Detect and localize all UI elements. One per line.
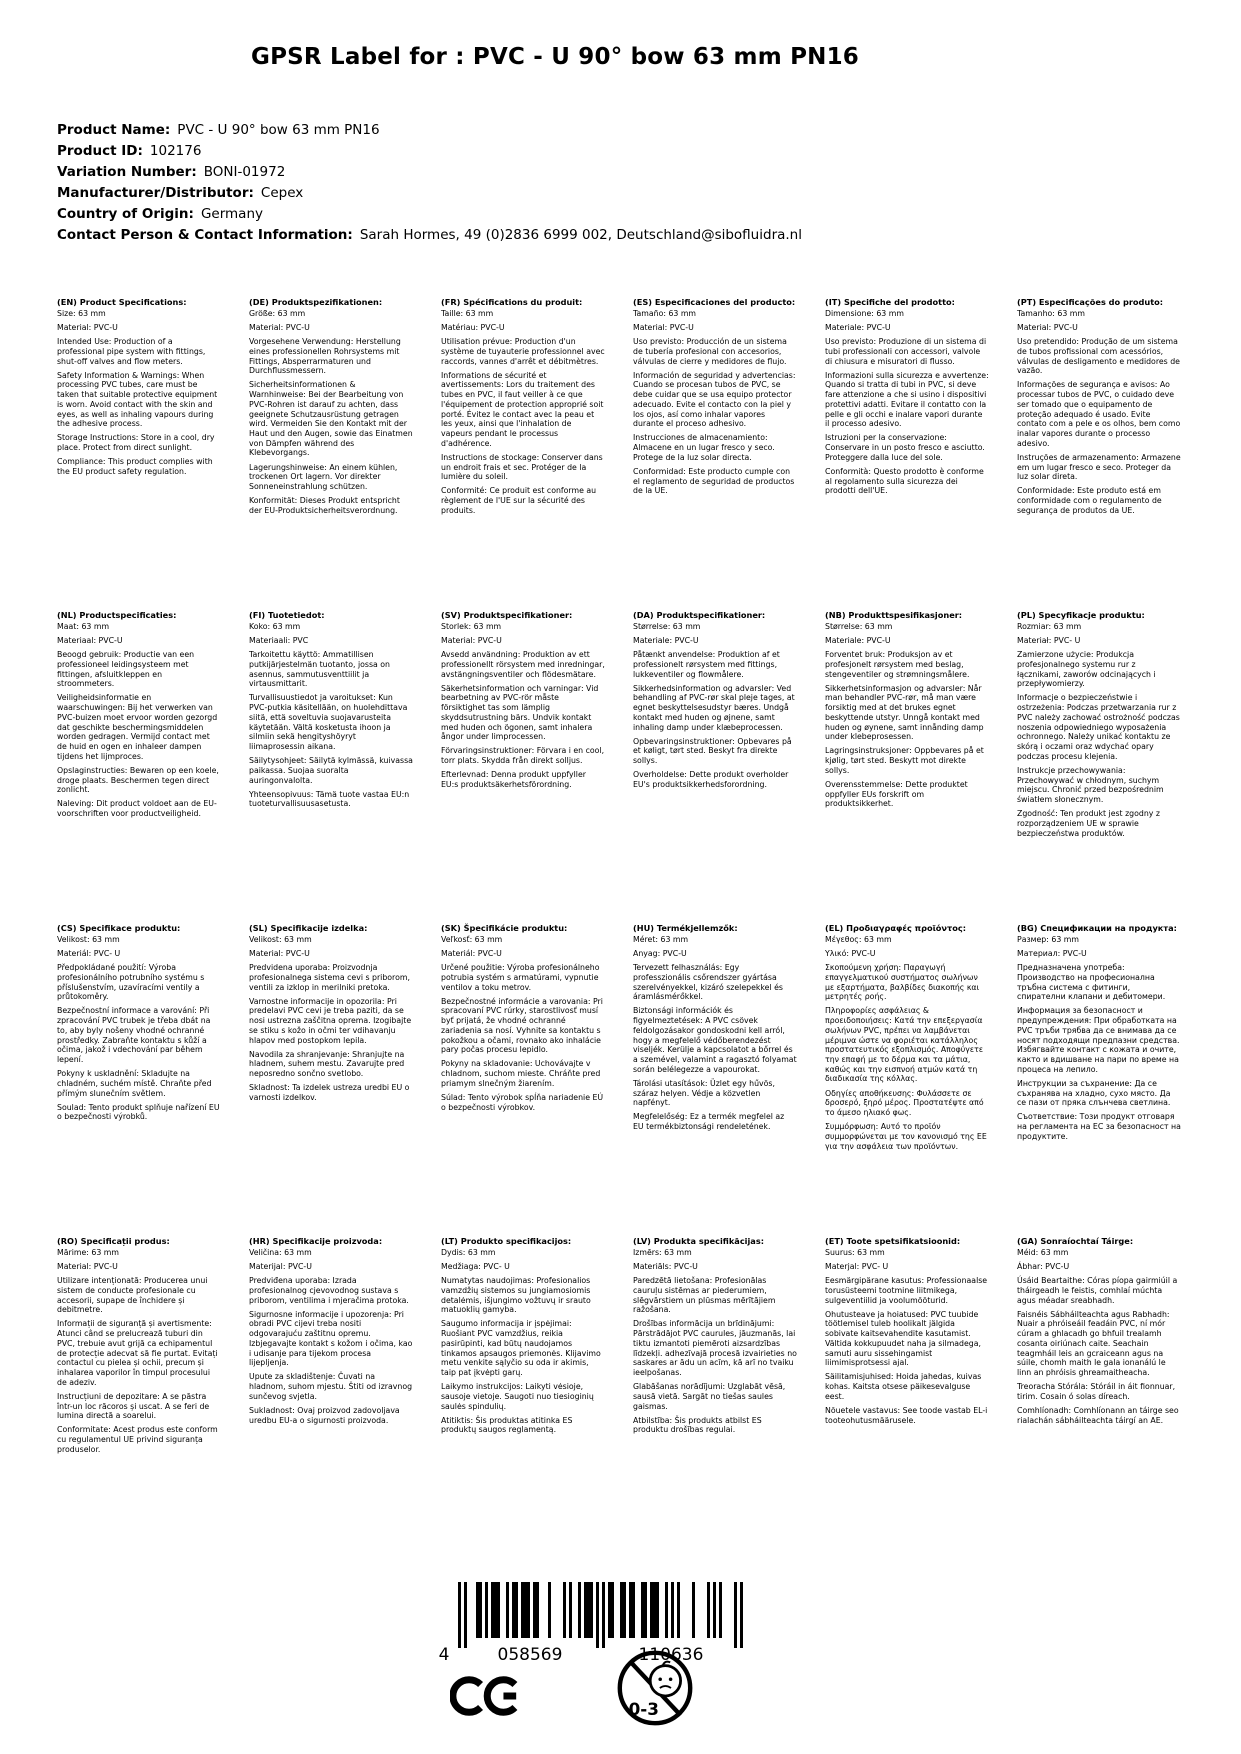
barcode-bar xyxy=(506,1582,509,1638)
block-section: Tervezett felhasználás: Egy professzionális csőrendszer gyártása szerelvényekkel, kizáró szelepekkel és áramlásmérőkkel. xyxy=(633,963,783,1002)
block-section: Informations de sécurité et avertissements: Lors du traitement des tubes en PVC, il faut veiller à ce que l'équipement de protection approprié soit porté. Évitez le contact avec la peau et les yeux, ainsi que l'inhalation de vapeurs pendant le processus d'adhérence. xyxy=(441,370,604,448)
block-section: Safety Information & Warnings: When processing PVC tubes, care must be taken that suitable protective equipment is worn. Avoid contact with the skin and eyes, as well as inhaling vapours during the adhesive process. xyxy=(57,370,218,429)
block-section: Skladnost: Ta izdelek ustreza uredbi EU o varnosti izdelkov. xyxy=(249,1083,410,1103)
block-section: Tamanho: 63 mm xyxy=(1017,308,1085,318)
block-section: Materiaali: PVC xyxy=(249,635,309,645)
block-section: Instrucciones de almacenamiento: Almacene en un lugar fresco y seco. Protege de la luz solar directa. xyxy=(633,433,775,462)
block-section: Material: PVC-U xyxy=(57,322,118,332)
barcode-bar xyxy=(476,1582,479,1638)
block-section: Materiale: PVC-U xyxy=(825,635,891,645)
block-section: Forventet bruk: Produksjon av et profesjonelt rørsystem med beslag, stengeventiler og strømningsmålere. xyxy=(825,650,970,679)
lang-block-EN xyxy=(57,298,233,611)
block-heading: (CS) Specifikace produktu: xyxy=(57,923,181,933)
product-info-value: Sarah Hormes, 49 (0)2836 6999 002, Deutschland@sibofluidra.nl xyxy=(359,227,802,243)
block-section: Numatytas naudojimas: Profesionalios vamzdžių sistemos su jungiamosiomis detalėmis, išjungimo vožtuvų ir srauto matuoklių gamyba. xyxy=(441,1276,591,1315)
block-section: Размер: 63 mm xyxy=(1017,934,1079,944)
block-section: Μέγεθος: 63 mm xyxy=(825,934,892,944)
block-section: Материал: PVC-U xyxy=(1017,948,1087,958)
product-info-row xyxy=(57,141,802,162)
lang-block-LV xyxy=(633,1237,809,1550)
block-heading: (GA) Sonraíochtaí Táirge: xyxy=(1017,1236,1134,1246)
block-section: Velikost: 63 mm xyxy=(249,934,312,944)
block-section: Materiaal: PVC-U xyxy=(57,635,123,645)
barcode-bar xyxy=(632,1582,635,1638)
barcode-digits-right: 110636 xyxy=(638,1645,704,1664)
block-section: Biztonsági információk és figyelmeztetések: A PVC csövek feldolgozásakor gondoskodni kell arról, hogy a megfelelő védőberendezést viseljék. Kerülje a kapcsolatot a bőrrel és a szemével, valamint a ragasztó folyamat során belélegezze a vapourokat. xyxy=(633,1006,797,1074)
block-section: Instruções de armazenamento: Armazene em um lugar fresco e seco. Proteger da luz solar direta. xyxy=(1017,452,1181,482)
block-heading: (DE) Produktspezifikationen: xyxy=(249,297,383,307)
block-section: Información de seguridad y advertencias: Cuando se procesan tubos de PVC, se debe cuidar que se usa equipo protector adecuado. Evite el contacto con la piel y los ojos, así como inhalar vapores durante el proceso adhesivo. xyxy=(633,370,796,429)
block-heading: (HU) Termékjellemzők: xyxy=(633,923,738,933)
barcode-bar xyxy=(464,1582,467,1648)
block-section: Materiál: PVC- U xyxy=(57,948,121,958)
lang-block-DA xyxy=(633,611,809,924)
product-info-value: 102176 xyxy=(149,143,202,159)
block-heading: (PT) Especificações do produto: xyxy=(1017,297,1164,307)
block-section: Opbevaringsinstruktioner: Opbevares på et køligt, tørt sted. Beskyt fra direkte sollys. xyxy=(633,736,792,766)
product-info-value: BONI-01972 xyxy=(203,164,286,180)
block-section: Taille: 63 mm xyxy=(441,308,494,318)
block-heading: (SL) Specifikacije izdelka: xyxy=(249,923,368,933)
block-section: Laikymo instrukcijos: Laikyti vėsioje, sausoje vietoje. Saugoti nuo tiesioginių saulės spindulių. xyxy=(441,1382,594,1411)
product-info-row xyxy=(57,120,802,141)
block-section: Informații de siguranță și avertismente: Atunci când se prelucrează tuburi din PVC, trebuie avut grijă ca echipamentul de protecție adecvat să fie purtat. Evitați contactul cu pielea și ochii, precum și inhalarea vaporilor în timpul procesului de adeziv. xyxy=(57,1319,218,1387)
block-section: Ábhar: PVC-U xyxy=(1017,1261,1070,1271)
age-warning-symbol xyxy=(615,1648,695,1732)
block-section: Naleving: Dit product voldoet aan de EU-voorschriften voor productveiligheid. xyxy=(57,799,217,819)
block-section: Súlad: Tento výrobok spĺňa nariadenie EÚ o bezpečnosti výrobkov. xyxy=(441,1093,604,1112)
block-section: Conformidade: Este produto está em conformidade com o regulamento de segurança de produtos da UE. xyxy=(1017,486,1162,515)
block-section: Tarkoitettu käyttö: Ammatillisen putkijärjestelmän tuotanto, jossa on asennus, sammutusventtiilit ja virtausmittarit. xyxy=(249,650,390,689)
barcode-bar xyxy=(653,1582,656,1638)
age-warning-text: 0-3 xyxy=(628,1699,659,1720)
barcode-bar xyxy=(479,1582,482,1638)
barcode-bar xyxy=(671,1582,674,1638)
block-section: Utilisation prévue: Production d'un système de tuyauterie professionnel avec raccords, vannes d'arrêt et débitmètres. xyxy=(441,337,605,366)
block-section: Faisnéis Sábháilteachta agus Rabhadh: Nuair a phróiseáil feadáin PVC, ní mór cúram a ghlacadh go bhfuil trealamh cosanta oiriúnach caite. Seachain teagmháil leis an gcraiceann agus na súile, chomh maith le gala ionanálú le linn an phróisis ghreamaitheacha. xyxy=(1017,1309,1170,1377)
lang-block-RO xyxy=(57,1237,233,1550)
block-section: Sukladnost: Ovaj proizvod zadovoljava uredbu EU-a o sigurnosti proizvoda. xyxy=(249,1406,400,1425)
block-section: Beoogd gebruik: Productie van een professioneel leidingsysteem met fittingen, afsluitkleppen en stroommeters. xyxy=(57,650,195,689)
block-section: Méid: 63 mm xyxy=(1017,1247,1069,1257)
block-section: Intended Use: Production of a professional pipe system with fittings, shut-off valves and flow meters. xyxy=(57,337,206,366)
barcode xyxy=(436,1582,748,1668)
block-section: Materiāls: PVC-U xyxy=(633,1261,698,1271)
block-heading: (SK) Špecifikácie produktu: xyxy=(441,923,568,933)
block-section: Conformitate: Acest produs este conform cu regulamentul UE privind siguranța produselor. xyxy=(57,1425,218,1454)
lang-block-ES xyxy=(633,298,809,611)
block-section: Sikkerhetsinformasjon og advarsler: Når man behandler PVC-rør, må man være forsiktig med at det brukes egnet beskyttende utstyr. Unngå kontakt med huden og øynene, samt innånding damp under klebeprosessen. xyxy=(825,683,984,742)
block-section: Predviđena uporaba: Izrada profesionalnog cjevovodnog sustava s priborom, ventilima i mjeračima protoka. xyxy=(249,1276,409,1305)
barcode-bar xyxy=(587,1582,590,1638)
block-section: Uso previsto: Produzione di un sistema di tubi professionali con accessori, valvole di chiusura e misuratori di flusso. xyxy=(825,337,987,366)
barcode-bar xyxy=(584,1582,587,1638)
lang-block-IT xyxy=(825,298,1001,611)
block-section: Maat: 63 mm xyxy=(57,621,110,631)
block-heading: (LT) Produkto specifikacijos: xyxy=(441,1236,572,1246)
product-info-row xyxy=(57,183,802,204)
block-section: Sicherheitsinformationen & Warnhinweise: Bei der Bearbeitung von PVC-Rohren ist darauf zu achten, dass geeignete Schutzausrüstung getragen wird. Vermeiden Sie den Kontakt mit der Haut und den Augen, sowie das Einatmen von Dämpfen während des Klebevorgangs. xyxy=(249,380,413,458)
block-section: Størrelse: 63 mm xyxy=(633,621,701,631)
barcode-bar xyxy=(533,1582,536,1638)
block-section: Säkerhetsinformation och varningar: Vid bearbetning av PVC-rör måste försiktighet tas som lämplig skyddsutrustning bärs. Undvik kontakt med huden och ögonen, samt inhalera ångor under limprocessen. xyxy=(441,683,599,742)
block-section: Съответствие: Този продукт отговаря на регламента на ЕС за безопасност на продуктите. xyxy=(1017,1112,1181,1141)
block-section: Size: 63 mm xyxy=(57,308,106,318)
page-title: GPSR Label for : PVC - U 90° bow 63 mm PN16 xyxy=(251,44,859,70)
block-section: Förvaringsinstruktioner: Förvara i en cool, torr plats. Skydda från direkt solljus. xyxy=(441,746,605,766)
barcode-bar xyxy=(719,1582,722,1638)
block-section: Atbilstība: Šis produkts atbilst ES produktu drošības regulai. xyxy=(633,1415,762,1435)
lang-block-ET xyxy=(825,1237,1001,1550)
barcode-bar xyxy=(644,1582,647,1638)
block-section: Nõuetele vastavus: See toode vastab EL-i tooteohutusmäärusele. xyxy=(825,1406,988,1425)
block-section: Určené použitie: Výroba profesionálneho potrubia systém s armatúrami, vypnutie ventilov a toku metrov. xyxy=(441,963,600,992)
block-section: Izmērs: 63 mm xyxy=(633,1247,692,1257)
block-section: Material: PVC-U xyxy=(249,948,310,958)
block-section: Opslaginstructies: Bewaren op een koele, droge plaats. Beschermen tegen direct zonlicht. xyxy=(57,765,219,795)
block-section: Conformité: Ce produit est conforme au règlement de l'UE sur la sécurité des produits. xyxy=(441,486,597,515)
block-section: Größe: 63 mm xyxy=(249,308,306,318)
barcode-bar xyxy=(485,1582,488,1638)
block-section: Veiligheidsinformatie en waarschuwingen: Bij het verwerken van PVC-buizen moet ervoor worden gezorgd dat geschikte beschermingsmiddelen worden gedragen. Vermijd contact met de huid en ogen en inhaleer dampen tijdens het lijmproces. xyxy=(57,693,218,761)
barcode-bar xyxy=(677,1582,680,1638)
lang-block-DE xyxy=(249,298,425,611)
block-section: Storage Instructions: Store in a cool, dry place. Protect from direct sunlight. xyxy=(57,433,215,453)
block-section: Предназначена употреба: Производство на професионална тръбна система с фитинги, спирателни клапани и дебитомери. xyxy=(1017,963,1166,1002)
block-section: Předpokládané použití: Výroba profesionálního potrubního systému s příslušenstvím, uzavíracími ventily a průtokoměry. xyxy=(57,963,205,1002)
block-heading: (ES) Especificaciones del producto: xyxy=(633,297,796,307)
block-section: Pokyny na skladovanie: Uchovávajte v chladnom, suchom mieste. Chráňte pred priamym slnečným žiarením. xyxy=(441,1059,601,1088)
block-section: Zamierzone użycie: Produkcja profesjonalnego systemu rur z łącznikami, zaworów odcinających i przepływomierzy. xyxy=(1017,650,1156,689)
barcode-bar xyxy=(602,1582,605,1648)
product-info-label: Contact Person & Contact Information: xyxy=(57,227,353,243)
block-section: Velikost: 63 mm xyxy=(57,934,120,944)
product-info-label: Manufacturer/Distributor: xyxy=(57,185,254,201)
lang-block-NB xyxy=(825,611,1001,924)
block-section: Suurus: 63 mm xyxy=(825,1247,885,1257)
lang-block-FI xyxy=(249,611,425,924)
block-section: Medžiaga: PVC- U xyxy=(441,1261,510,1271)
lang-block-NL xyxy=(57,611,233,924)
block-heading: (FR) Spécifications du produit: xyxy=(441,297,583,307)
block-section: Efterlevnad: Denna produkt uppfyller EU:s produktsäkerhetsförordning. xyxy=(441,770,586,790)
ce-mark xyxy=(450,1658,534,1738)
barcode-bar xyxy=(527,1582,530,1638)
block-section: Tárolási utasítások: Üzlet egy hűvös, száraz helyen. Védje a közvetlen napfényt. xyxy=(633,1078,775,1108)
barcode-bar xyxy=(713,1582,716,1638)
block-section: Predvidena uporaba: Proizvodnja profesionalnega sistema cevi s priborom, ventili za izklop in merilniki pretoka. xyxy=(249,963,410,992)
block-section: Bezpečnostné informácie a varovania: Pri spracovaní PVC rúrky, starostlivosť musí byť prijatá, že vhodné ochranné zariadenia sa nosí. Vyhnite sa kontaktu s pokožkou a očami, rovnako ako inhalácie pary počas procesu lepidlo. xyxy=(441,996,603,1055)
block-section: Uso previsto: Producción de un sistema de tubería profesional con accesorios, válvulas de cierre y medidores de flujo. xyxy=(633,337,787,366)
block-section: Lagerungshinweise: An einem kühlen, trockenen Ort lagern. Vor direkter Sonneneinstrahlung schützen. xyxy=(249,462,398,491)
barcode-bar xyxy=(515,1582,518,1638)
block-section: Säilitamisjuhised: Hoida jahedas, kuivas kohas. Kaitsta otsese päikesevalguse eest. xyxy=(825,1372,982,1401)
barcode-bar xyxy=(650,1582,653,1638)
block-section: Materjal: PVC- U xyxy=(825,1261,889,1271)
barcode-bar xyxy=(692,1582,695,1638)
block-section: Materiale: PVC-U xyxy=(825,322,891,332)
barcode-bar xyxy=(524,1582,527,1638)
lang-block-EL xyxy=(825,924,1001,1237)
block-section: Materiał: PVC- U xyxy=(1017,635,1081,645)
block-section: Informacje o bezpieczeństwie i ostrzeżenia: Podczas przetwarzania rur z PVC należy zachować ostrożność podczas noszenia odpowiedniego wyposażenia ochronnego. Należy unikać kontaktu ze skórą i oczami oraz wdychać opary podczas procesu klejenia. xyxy=(1017,693,1180,761)
block-section: Sikkerhedsinformation og advarsler: Ved behandling af PVC-rør skal pleje tages, at egnet beskyttelsesudstyr bæres. Undgå kontakt med huden og øjnene, samt inhaling damp under klæbeprocessen. xyxy=(633,683,795,732)
block-section: Veľkosť: 63 mm xyxy=(441,934,503,944)
block-heading: (DA) Produktspecifikationer: xyxy=(633,610,766,620)
block-section: Инструкции за съхранение: Да се съхранява на хладно, сухо място. Да се пази от пряка слънчева светлина. xyxy=(1017,1078,1171,1108)
barcode-bar xyxy=(578,1582,581,1638)
block-section: Tamaño: 63 mm xyxy=(633,308,697,318)
barcode-bar xyxy=(494,1582,497,1638)
block-section: Dimensione: 63 mm xyxy=(825,308,904,318)
product-info-label: Country of Origin: xyxy=(57,206,194,222)
lang-block-CS xyxy=(57,924,233,1237)
block-section: Instrukcje przechowywania: Przechowywać w chłodnym, suchym miejscu. Chronić przed bezpośrednim światłem słonecznym. xyxy=(1017,765,1164,804)
barcode-bar xyxy=(656,1582,659,1638)
block-section: Utilizare intenționată: Producerea unui sistem de conducte profesionale cu accesorii, supape de închidere și debitmetre. xyxy=(57,1276,208,1315)
block-section: Atitiktis: Šis produktas atitinka ES produktų saugos reglamentą. xyxy=(441,1415,573,1435)
barcode-bar xyxy=(536,1582,539,1638)
barcode-digit-first: 4 xyxy=(438,1645,450,1664)
block-section: Comhlíonadh: Comhlíonann an táirge seo rialachán sábháilteachta táirgí an AE. xyxy=(1017,1406,1179,1425)
barcode-bar xyxy=(512,1582,515,1638)
lang-block-GA xyxy=(1017,1237,1193,1550)
barcode-bar xyxy=(497,1582,500,1638)
block-section: Storlek: 63 mm xyxy=(441,621,502,631)
block-heading: (NB) Produkttspesifikasjoner: xyxy=(825,610,963,620)
block-section: Veličina: 63 mm xyxy=(249,1247,312,1257)
block-section: Material: PVC-U xyxy=(441,635,502,645)
block-heading: (RO) Specificații produs: xyxy=(57,1236,170,1246)
barcode-digits-left: 058569 xyxy=(497,1645,563,1664)
age-warning-icon xyxy=(615,1648,695,1728)
block-section: Υλικό: PVC-U xyxy=(825,948,876,958)
block-section: Materiál: PVC-U xyxy=(441,948,502,958)
block-section: Avsedd användning: Produktion av ett professionellt rörsystem med inredningar, avstängningsventiler och flödesmätare. xyxy=(441,650,605,679)
barcode-bar xyxy=(620,1582,623,1638)
block-section: Vorgesehene Verwendung: Herstellung eines professionellen Rohrsystems mit Fittings, Absperrarmaturen und Durchflussmessern. xyxy=(249,337,401,376)
lang-block-SL xyxy=(249,924,425,1237)
barcode-bar xyxy=(623,1582,626,1638)
lang-block-SV xyxy=(441,611,617,924)
lang-block-SK xyxy=(441,924,617,1237)
product-info-row xyxy=(57,204,802,225)
block-section: Compliance: This product complies with the EU product safety regulation. xyxy=(57,457,213,477)
block-section: Varnostne informacije in opozorila: Pri predelavi PVC cevi je treba paziti, da se nosi ustrezna zaščitna oprema. Izogibajte se stiku s kožo in očmi ter vdihavanju hlapov med postopkom lepila. xyxy=(249,996,412,1045)
block-section: Upute za skladištenje: Čuvati na hladnom, suhom mjestu. Štiti od izravnog sunčevog svjetla. xyxy=(249,1372,413,1401)
block-heading: (SV) Produktspecifikationer: xyxy=(441,610,573,620)
block-section: Material: PVC-U xyxy=(57,1261,118,1271)
product-info-label: Product ID: xyxy=(57,143,143,159)
block-section: Treoracha Stórála: Stóráil in áit fionnuar, tirim. Cosain ó solas díreach. xyxy=(1017,1382,1176,1401)
block-section: Paredzētā lietošana: Profesionālas cauruļu sistēmas ar piederumiem, slēgvārstiem un plūsmas mērītājiem ražošana. xyxy=(633,1276,776,1315)
language-blocks-grid xyxy=(57,298,1193,1550)
block-section: Påtænkt anvendelse: Produktion af et professionelt rørsystem med fittings, lukkeventiler og flowmålere. xyxy=(633,650,780,679)
block-section: Materijal: PVC-U xyxy=(249,1261,312,1271)
block-section: Συμμόρφωση: Αυτό το προϊόν συμμορφώνεται με τον κανονισμό της ΕΕ για την ασφάλεια των προϊόντων. xyxy=(825,1122,987,1151)
block-section: Koko: 63 mm xyxy=(249,621,301,631)
block-heading: (PL) Specyfikacje produktu: xyxy=(1017,610,1145,620)
product-info-label: Variation Number: xyxy=(57,164,197,180)
block-section: Οδηγίες αποθήκευσης: Φυλάσσετε σε δροσερό, ξηρό μέρος. Προστατέψτε από το άμεσο ηλιακό φως. xyxy=(825,1088,984,1117)
block-section: Drošības informācija un brīdinājumi: Pārstrādājot PVC caurules, jāuzmanās, lai tiktu izmantoti piemēroti aizsardzības līdzekļi. adhezīvajā procesā izvairieties no saskares ar ādu un acīm, kā arī no tvaiku ieelpošanas. xyxy=(633,1319,797,1377)
block-section: Mărime: 63 mm xyxy=(57,1247,119,1257)
product-info-value: Cepex xyxy=(260,185,304,201)
barcode-bar xyxy=(611,1582,614,1638)
lang-block-PT xyxy=(1017,298,1193,611)
block-section: Информация за безопасност и предупреждения: При обработката на PVC тръби трябва да се внимава да се носят подходящи предпазни средства. Избягвайте контакт с кожата и очите, както и вдишване на пари по време на процеса на лепило. xyxy=(1017,1006,1180,1074)
block-heading: (FI) Tuotetiedot: xyxy=(249,610,325,620)
barcode-bar xyxy=(569,1582,572,1638)
block-section: Overholdelse: Dette produkt overholder EU's produktsikkerhedsforordning. xyxy=(633,770,789,790)
block-section: Rozmiar: 63 mm xyxy=(1017,621,1082,631)
block-section: Zgodność: Ten produkt jest zgodny z rozporządzeniem UE w sprawie bezpieczeństwa produktów. xyxy=(1017,809,1160,838)
block-heading: (BG) Спецификации на продукта: xyxy=(1017,923,1177,933)
block-heading: (EL) Προδιαγραφές προϊόντος: xyxy=(825,923,966,933)
block-section: Anyag: PVC-U xyxy=(633,948,687,958)
block-section: Konformität: Dieses Produkt entspricht der EU-Produktsicherheitsverordnung. xyxy=(249,496,400,515)
block-heading: (HR) Specifikacije proizvoda: xyxy=(249,1236,383,1246)
lang-block-HR xyxy=(249,1237,425,1550)
block-section: Ohutusteave ja hoiatused: PVC tuubide töötlemisel tuleb hoolikalt jälgida sobivate kaitsevahendite kasutamist. Vältida kokkupuudet naha ja silmadega, samuti auru sissehingamist liimimisprotsessi ajal. xyxy=(825,1309,982,1368)
barcode-bars xyxy=(436,1582,748,1664)
block-section: Overensstemmelse: Dette produktet oppfyller EUs forskrift om produktsikkerhet. xyxy=(825,780,968,809)
block-section: Navodila za shranjevanje: Shranjujte na hladnem, suhem mestu. Zavarujte pred neposredno sončno svetlobo. xyxy=(249,1049,405,1079)
block-section: Eesmärgipärane kasutus: Professionaalse torusüsteemi tootmine liitmikega, sulgeventiilid ja voolumõõturid. xyxy=(825,1276,988,1305)
product-info xyxy=(57,120,802,246)
block-section: Bezpečnostní informace a varování: Při zpracování PVC trubek je třeba dbát na to, aby byly nošeny vhodné ochranné prostředky. Zabraňte kontaktu s kůží a očima, jakož i vdechování par během lepení. xyxy=(57,1006,211,1064)
barcode-bar xyxy=(629,1582,632,1638)
barcode-bar xyxy=(641,1582,644,1638)
block-section: Informazioni sulla sicurezza e avvertenze: Quando si tratta di tubi in PVC, si deve fare attenzione a che si usino i dispositivi protettivi adatti. Evitare il contatto con la pelle e gli occhi e inalare vapori durante il processo adesivo. xyxy=(825,370,989,429)
lang-block-LT xyxy=(441,1237,617,1550)
block-section: Glabāšanas norādījumi: Uzglabāt vēsā, sausā vietā. Sargāt no tiešas saules gaismas. xyxy=(633,1382,786,1411)
block-section: Lagringsinstruksjoner: Oppbevares på et kjølig, tørt sted. Beskytt mot direkte sollys. xyxy=(825,746,984,775)
block-section: Megfelelőség: Ez a termék megfelel az EU termékbiztonsági rendeletének. xyxy=(633,1112,785,1132)
block-section: Saugumo informacija ir įspėjimai: Ruošiant PVC vamzdžius, reikia pasirūpinti, kad būtų naudojamos tinkamos apsaugos priemonės. Klijavimo metu venkite sąlyčio su oda ir akimis, taip pat įkvėpti garų. xyxy=(441,1319,601,1377)
block-section: Matériau: PVC-U xyxy=(441,322,505,332)
ce-mark-icon xyxy=(450,1658,534,1734)
barcode-bar xyxy=(608,1582,611,1638)
barcode-bar xyxy=(548,1582,551,1638)
block-section: Úsáid Beartaithe: Córas píopa gairmiúil a tháirgeadh le feistis, comhlaí múchta agus méadar sreabhadh. xyxy=(1017,1276,1178,1305)
block-section: Istruzioni per la conservazione: Conservare in un posto fresco e asciutto. Proteggere dalla luce del sole. xyxy=(825,433,985,462)
block-heading: (IT) Specifiche del prodotto: xyxy=(825,297,955,307)
block-section: Material: PVC-U xyxy=(633,322,694,332)
lang-block-PL xyxy=(1017,611,1193,924)
product-info-value: Germany xyxy=(200,206,263,222)
block-heading: (ET) Toote spetsifikatsioonid: xyxy=(825,1236,961,1246)
block-section: Informações de segurança e avisos: Ao processar tubos de PVC, o cuidado deve ser tomado que o equipamento de proteção adequado é usado. Evite contato com a pele e os olhos, bem como inalar vapores durante o processo adesivo. xyxy=(1017,380,1181,448)
barcode-bar xyxy=(563,1582,566,1638)
block-section: Instructions de stockage: Conserver dans un endroit frais et sec. Protéger de la lumière du soleil. xyxy=(441,452,603,482)
product-info-label: Product Name: xyxy=(57,122,171,138)
block-section: Turvallisuustiedot ja varoitukset: Kun PVC-putkia käsitellään, on huolehdittava siitä, että soveltuvia suojavarusteita käytetään. Vältä kosketusta ihoon ja silmiin sekä hengityshöyryt liimaprosessin aikana. xyxy=(249,693,408,751)
block-section: Uso pretendido: Produção de um sistema de tubos profissional com acessórios, válvulas de desligamento e medidores de vazão. xyxy=(1017,337,1180,376)
barcode-bar xyxy=(458,1582,461,1648)
barcode-bar xyxy=(707,1582,710,1638)
lang-block-HU xyxy=(633,924,809,1237)
barcode-bar xyxy=(491,1582,494,1638)
block-section: Dydis: 63 mm xyxy=(441,1247,496,1257)
barcode-bar xyxy=(596,1582,599,1648)
block-section: Méret: 63 mm xyxy=(633,934,689,944)
barcode-bar xyxy=(740,1582,743,1648)
block-section: Soulad: Tento produkt splňuje nařízení EU o bezpečnosti výrobků. xyxy=(57,1102,220,1122)
block-section: Material: PVC-U xyxy=(249,322,310,332)
block-section: Conformidad: Este producto cumple con el reglamento de seguridad de productos de la UE. xyxy=(633,467,795,496)
block-section: Πληροφορίες ασφάλειας & προειδοποιήσεις: Κατά την επεξεργασία σωλήνων PVC, πρέπει να λαμβάνεται μέριμνα ώστε να φοριέται κατάλληλος προστατευτικός εξοπλισμός. Αποφύγετε την επαφή με το δέρμα και τα μάτια, καθώς και την εισπνοή ατμών κατά τη διαδικασία της κόλλας. xyxy=(825,1006,984,1084)
block-section: Pokyny k uskladnění: Skladujte na chladném, suchém místě. Chraňte před přímým slunečním světlem. xyxy=(57,1069,212,1098)
product-info-row xyxy=(57,225,802,246)
block-section: Materiale: PVC-U xyxy=(633,635,699,645)
barcode-bar xyxy=(665,1582,668,1638)
lang-block-BG xyxy=(1017,924,1193,1237)
barcode-bar xyxy=(734,1582,737,1648)
block-section: Conformità: Questo prodotto è conforme al regolamento sulla sicurezza dei prodotti dell'UE. xyxy=(825,467,984,496)
block-heading: (LV) Produkta specifikācijas: xyxy=(633,1236,764,1246)
block-heading: (NL) Productspecificaties: xyxy=(57,610,177,620)
block-section: Säilytysohjeet: Säilytä kylmässä, kuivassa paikassa. Suojaa suoralta auringonvalolta. xyxy=(249,756,413,785)
block-section: Σκοπούμενη χρήση: Παραγωγή επαγγελματικού συστήματος σωλήνων με εξαρτήματα, βαλβίδες διακοπής και μετρητές ροής. xyxy=(825,963,980,1002)
block-section: Størrelse: 63 mm xyxy=(825,621,893,631)
product-info-row xyxy=(57,162,802,183)
block-section: Yhteensopivuus: Tämä tuote vastaa EU:n tuoteturvallisuusasetusta. xyxy=(249,789,410,809)
block-section: Sigurnosne informacije i upozorenja: Pri obradi PVC cijevi treba nositi odgovarajuću zaštitnu opremu. Izbjegavajte kontakt s kožom i očima, kao i udisanje para tijekom procesa lijepljenja. xyxy=(249,1309,413,1368)
barcode-bar xyxy=(521,1582,524,1638)
block-section: Instrucțiuni de depozitare: A se păstra într-un loc răcoros și uscat. A se feri de lumina directă a soarelui. xyxy=(57,1391,210,1421)
block-heading: (EN) Product Specifications: xyxy=(57,297,187,307)
product-info-value: PVC - U 90° bow 63 mm PN16 xyxy=(177,122,380,138)
barcode-bar xyxy=(590,1582,593,1638)
lang-block-FR xyxy=(441,298,617,611)
block-section: Material: PVC-U xyxy=(1017,322,1078,332)
